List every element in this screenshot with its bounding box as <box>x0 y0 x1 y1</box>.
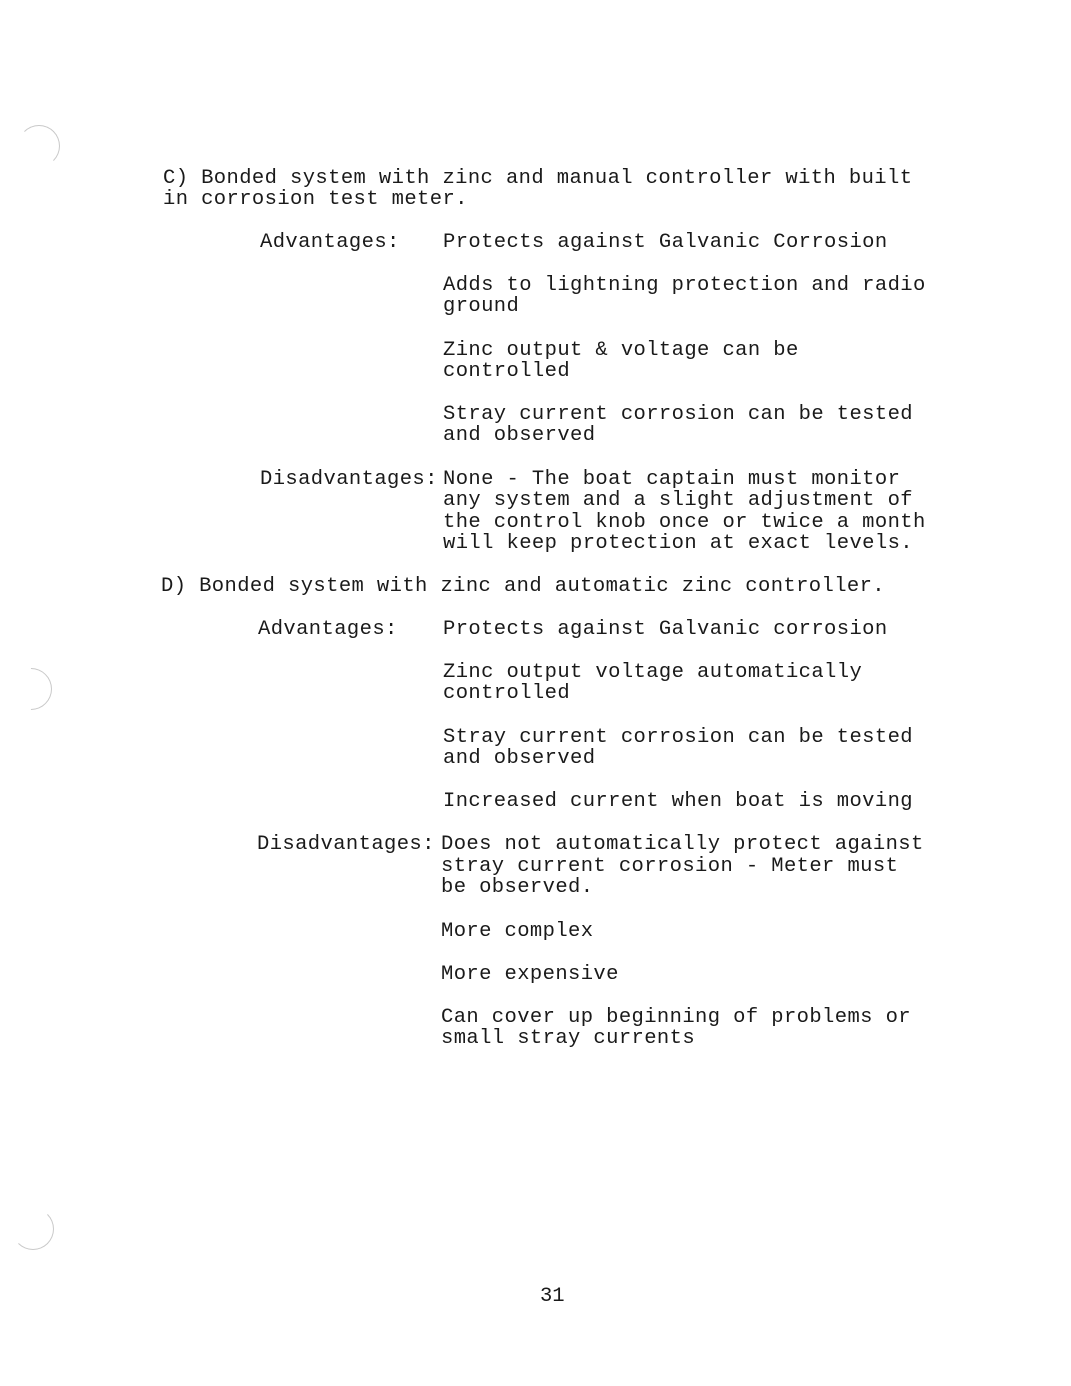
section-c-advantage-4-cont: and observed <box>443 424 596 447</box>
section-d-advantage-2: Zinc output voltage automatically <box>443 661 863 684</box>
section-d-heading: D) Bonded system with zinc and automatic zinc controller. <box>161 575 886 598</box>
section-c-advantage-4: Stray current corrosion can be tested <box>443 403 913 426</box>
section-c-disadvantage-1-cont: the control knob once or twice a month <box>443 511 926 534</box>
section-c-advantage-2-cont: ground <box>443 295 520 318</box>
section-d-advantage-1: Protects against Galvanic corrosion <box>443 618 888 641</box>
section-d-disadvantage-4-cont: small stray currents <box>441 1027 696 1050</box>
punch-hole-mark <box>1 659 60 718</box>
section-c-disadvantage-1-cont: any system and a slight adjustment of <box>443 489 913 512</box>
section-c-advantage-3: Zinc output & voltage can be <box>443 339 799 362</box>
section-c-heading-cont: in corrosion test meter. <box>163 188 468 211</box>
section-d-advantage-3: Stray current corrosion can be tested <box>443 726 913 749</box>
section-c-heading: C) Bonded system with zinc and manual controller with built <box>163 167 913 190</box>
section-d-advantage-3-cont: and observed <box>443 747 596 770</box>
section-d-disadvantage-1-cont: be observed. <box>441 876 594 899</box>
section-d-disadvantages-label: Disadvantages: <box>257 833 435 856</box>
section-d-advantage-2-cont: controlled <box>443 682 571 705</box>
section-d-advantage-4: Increased current when boat is moving <box>443 790 913 813</box>
section-d-disadvantage-1: Does not automatically protect against <box>441 833 924 856</box>
section-c-disadvantage-1: None - The boat captain must monitor <box>443 468 901 491</box>
punch-hole-mark <box>18 125 60 167</box>
punch-hole-mark <box>12 1208 54 1250</box>
section-d-disadvantage-3: More expensive <box>441 963 619 986</box>
section-d-disadvantage-1-cont: stray current corrosion - Meter must <box>441 855 899 878</box>
section-c-disadvantage-1-cont: will keep protection at exact levels. <box>443 532 913 555</box>
section-d-disadvantage-4: Can cover up beginning of problems or <box>441 1006 911 1029</box>
page-number: 31 <box>540 1285 565 1308</box>
section-d-advantages-label: Advantages: <box>258 618 398 641</box>
section-c-advantages-label: Advantages: <box>260 231 400 254</box>
section-c-disadvantages-label: Disadvantages: <box>260 468 438 491</box>
section-c-advantage-1: Protects against Galvanic Corrosion <box>443 231 888 254</box>
section-c-advantage-3-cont: controlled <box>443 360 571 383</box>
section-d-disadvantage-2: More complex <box>441 920 594 943</box>
section-c-advantage-2: Adds to lightning protection and radio <box>443 274 926 297</box>
